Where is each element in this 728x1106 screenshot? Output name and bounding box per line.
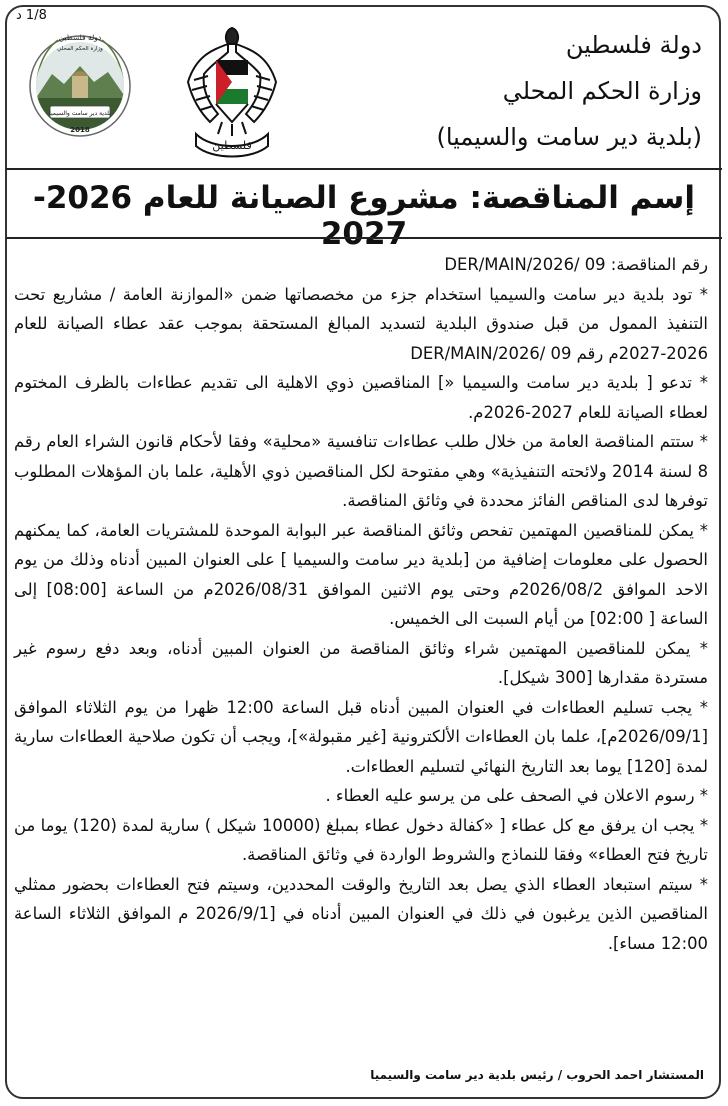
logo-sub-text: وزارة الحكم المحلي xyxy=(57,46,103,52)
paragraph-2: * تدعو [ بلدية دير سامت والسيميا «] المناقصين ذوي الاهلية الى تقديم عطاءات بالظرف المختوم لعطاء الصيانة للعام 2027-2026م. xyxy=(14,373,708,422)
tender-number: رقم المناقصة: DER/MAIN/2026/ 09 xyxy=(444,255,708,274)
state-name: دولة فلسطين xyxy=(565,31,702,59)
title-divider xyxy=(6,237,722,239)
paragraph-8: * يجب ان يرفق مع كل عطاء [ «كفالة دخول عطاء بمبلغ (10000 شيكل ) سارية لمدة (120) يوما من تاريخ فتح العطاء» وفقا للنماذج والشروط الواردة في وثائق المناقصة. xyxy=(14,815,709,864)
header-divider xyxy=(6,168,722,170)
signature-line: المستشار احمد الحروب / رئيس بلدية دير سامت والسيميا xyxy=(370,1068,704,1082)
municipality-name: (بلدية دير سامت والسيميا) xyxy=(436,123,702,151)
logo-name: بلدية دير سامت والسيميا xyxy=(49,110,111,117)
palestine-eagle-emblem xyxy=(182,22,282,162)
letterhead xyxy=(437,22,703,160)
ministry-name: وزارة الحكم المحلي xyxy=(502,77,702,105)
paragraph-9: * سيتم استبعاد العطاء الذي يصل بعد التاريخ والوقت المحددين، وسيتم فتح العطاءات بحضور ممثلي المناقصين الذين يرغبون في ذلك في العنوان المبين أدناه في [2026/9/1 م الموافق الثلاثاء الساعة 12:00 مساء]. xyxy=(14,874,708,953)
logo-top-text: دولة فلسطين xyxy=(58,33,102,42)
municipality-logo xyxy=(28,26,132,146)
paragraph-1: * تود بلدية دير سامت والسيميا استخدام جزء من مخصصاتها ضمن «الموازنة العامة / مشاريع تحت التنفيذ الممول من قبل صندوق البلدية لتسديد المبالغ المستحقة بموجب عقد عطاء الصيانة للعام 2026-2027م رقم DER/MAIN/2026/ 09 xyxy=(14,284,708,363)
paragraph-5: * يمكن للمناقصين المهتمين شراء وثائق المناقصة من العنوان المبين أدناه، وبعد دفع رسوم غير مستردة مقدارها [300 شيكل]. xyxy=(14,638,708,687)
tender-body xyxy=(14,250,708,958)
logo-year: 2018 xyxy=(70,126,90,134)
tender-title: إسم المناقصة: مشروع الصيانة للعام 2026-2027 xyxy=(32,180,696,252)
paragraph-3: * ستتم المناقصة العامة من خلال طلب عطاءات تنافسية «محلية» وفقا لأحكام قانون الشراء العام رقم 8 لسنة 2014 ولائحته التنفيذية» وهي مفتوحة لكل المناقصين ذوي الأهلية، علما بان المؤهلات المطلوب توفرها لدى المناقص الفائز محددة في وثائق المناقصة. xyxy=(14,432,708,510)
paragraph-4: * يمكن للمناقصين المهتمين تفحص وثائق المناقصة عبر البوابة الموحدة للمشتريات العامة، كما يمكنهم الحصول على معلومات إضافية من [بلدية دير سامت والسيميا ] على العنوان المبين أدناه وذلك من يوم الاحد الموافق 2026/08/2م وحتى يوم الاثنين الموافق 2026/08/31م من الساعة [08:00] إلى الساعة [ 02:00] من أيام السبت الى الخميس. xyxy=(14,520,708,628)
paragraph-7: * رسوم الاعلان في الصحف على من يرسو عليه العطاء . xyxy=(325,786,708,805)
emblem-text: فلسطين xyxy=(212,139,252,152)
page-number: 1/8 د xyxy=(16,8,47,23)
paragraph-6: * يجب تسليم العطاءات في العنوان المبين أدناه قبل الساعة 12:00 ظهرا من يوم الثلاثاء الموافق [2026/09/1م]، علما بان العطاءات الألكترونية [غير مقبولة»]، ويجب أن تكون صلاحية العطاءات سارية لمدة [120] يوما بعد التاريخ النهائي لتسليم العطاءات. xyxy=(14,697,708,776)
